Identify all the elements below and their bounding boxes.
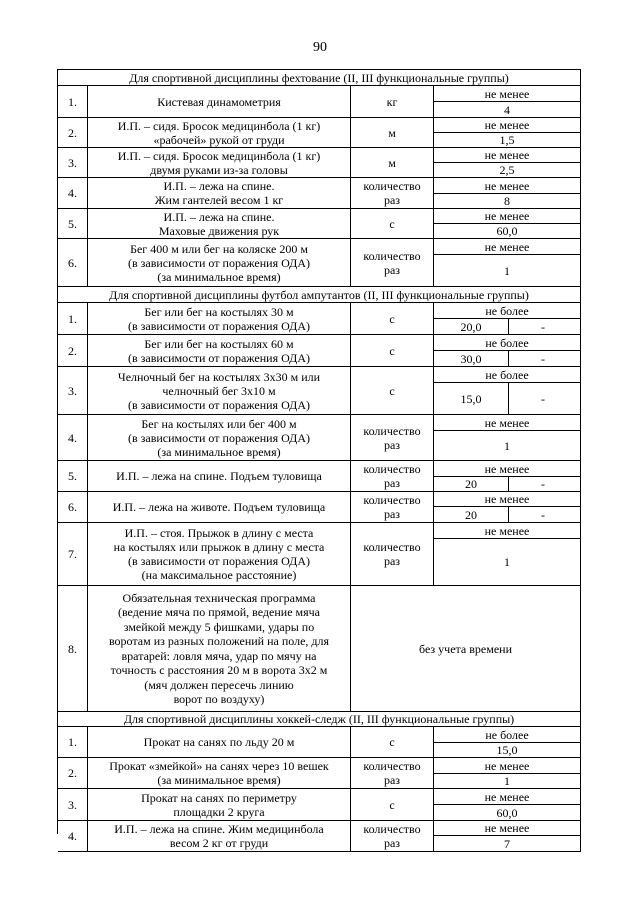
norm-label: не более [434, 335, 581, 351]
unit-cell: количество раз [351, 758, 434, 789]
row-number: 4. [58, 178, 88, 209]
test-description: Прокат на санях по периметру площадки 2 круга [88, 789, 351, 821]
unit-cell: количество раз [351, 461, 434, 492]
test-description: Обязательная техническая программа (ведение мяча по прямой, ведение мяча змейкой между 5 фишками, удары по воротам из разных положений на поле, для вратарей: ловля мяча, удар по мячу на точность с расстояния 20 м в ворота 3х2 м (мяч должен пересечь линию ворот по воздуху) [88, 586, 351, 712]
norm-value: 1,5 [434, 133, 581, 148]
test-description: И.П. – лежа на животе. Подъем туловища [88, 492, 351, 523]
norm-value: 15,0 [434, 743, 581, 758]
unit-cell: кг [351, 86, 434, 118]
norm-value: 20 [434, 477, 509, 492]
unit-cell: м [351, 148, 434, 178]
norm-value: 60,0 [434, 805, 581, 821]
unit-cell: м [351, 118, 434, 148]
test-description: Челночный бег на костылях 3х30 м или челночный бег 3х10 м (в зависимости от поражения ОДА) [88, 367, 351, 415]
test-description: И.П. – стоя. Прыжок в длину с места на костылях или прыжок в длину с места (в зависимости от поражения ОДА) (на максимальное расстояние) [88, 523, 351, 586]
unit-cell: количество раз [351, 492, 434, 523]
norm-value: 7 [434, 836, 581, 852]
unit-cell: количество раз [351, 821, 434, 852]
norm-label: не менее [434, 758, 581, 774]
test-description: Прокат на санях по льду 20 м [88, 727, 351, 758]
norm-value: 20 [434, 507, 509, 523]
norm-value: 8 [434, 194, 581, 209]
unit-cell: с [351, 303, 434, 335]
unit-cell: количество раз [351, 415, 434, 461]
unit-cell: с [351, 335, 434, 367]
unit-cell: количество раз [351, 239, 434, 287]
norm-label: не менее [434, 148, 581, 163]
test-description: И.П. – сидя. Бросок медицинбола (1 кг) «рабочей» рукой от груди [88, 118, 351, 148]
unit-cell: с [351, 789, 434, 821]
test-description: И.П. – лежа на спине. Жим гантелей весом 1 кг [88, 178, 351, 209]
norm-value-secondary: - [509, 383, 581, 415]
row-number: 1. [58, 86, 88, 118]
norm-label: не менее [434, 415, 581, 431]
unit-cell: количество раз [351, 523, 434, 586]
norm-value-secondary: - [509, 507, 581, 523]
row-number: 3. [58, 148, 88, 178]
norm-value: 20,0 [434, 319, 509, 335]
row-number: 6. [58, 239, 88, 287]
test-description: И.П. – лежа на спине. Маховые движения рук [88, 209, 351, 239]
norm-value: 2,5 [434, 163, 581, 178]
test-description: И.П. – сидя. Бросок медицинбола (1 кг) двумя руками из-за головы [88, 148, 351, 178]
row-number: 2. [58, 335, 88, 367]
row-number: 3. [58, 367, 88, 415]
norm-label: не менее [434, 86, 581, 102]
test-description: Бег на костылях или бег 400 м (в зависимости от поражения ОДА) (за минимальное время) [88, 415, 351, 461]
section-header: Для спортивной дисциплины футбол ампутантов (II, III функциональные группы) [58, 287, 581, 303]
test-description: Бег или бег на костылях 30 м (в зависимости от поражения ОДА) [88, 303, 351, 335]
norm-label: не менее [434, 492, 581, 507]
norm-label: не менее [434, 239, 581, 255]
norm-note: без учета времени [351, 586, 581, 712]
norm-label: не менее [434, 523, 581, 539]
test-description: И.П. – лежа на спине. Жим медицинбола весом 2 кг от груди [88, 821, 351, 852]
row-number: 6. [58, 492, 88, 523]
row-number: 1. [58, 727, 88, 758]
norm-value-secondary: - [509, 351, 581, 367]
norm-value: 60,0 [434, 224, 581, 239]
row-number: 8. [58, 586, 88, 712]
row-number: 3. [58, 789, 88, 821]
row-number: 5. [58, 461, 88, 492]
test-description: И.П. – лежа на спине. Подъем туловища [88, 461, 351, 492]
row-number: 7. [58, 523, 88, 586]
unit-cell: количество раз [351, 178, 434, 209]
norm-value: 1 [434, 774, 581, 789]
section-header: Для спортивной дисциплины хоккей-следж (II, III функциональные группы) [58, 712, 581, 727]
norm-label: не менее [434, 209, 581, 224]
test-description: Бег 400 м или бег на коляске 200 м (в зависимости от поражения ОДА) (за минимальное время) [88, 239, 351, 287]
unit-cell: с [351, 367, 434, 415]
norm-label: не более [434, 367, 581, 383]
norms-table [57, 69, 581, 851]
page-number: 90 [313, 40, 327, 55]
row-number: 1. [58, 303, 88, 335]
test-description: Бег или бег на костылях 60 м (в зависимости от поражения ОДА) [88, 335, 351, 367]
section-header: Для спортивной дисциплины фехтование (II, III функциональные группы) [58, 70, 581, 86]
norm-label: не менее [434, 821, 581, 836]
norm-value: 15,0 [434, 383, 509, 415]
unit-cell: с [351, 209, 434, 239]
norm-value-secondary: - [509, 319, 581, 335]
norm-label: не более [434, 303, 581, 319]
row-number: 2. [58, 758, 88, 789]
row-number: 4. [58, 415, 88, 461]
norm-label: не менее [434, 118, 581, 133]
norm-label: не более [434, 727, 581, 743]
norm-value: 1 [434, 431, 581, 461]
row-number: 4. [58, 821, 88, 852]
row-number: 5. [58, 209, 88, 239]
norm-value-secondary: - [509, 477, 581, 492]
unit-cell: с [351, 727, 434, 758]
norm-label: не менее [434, 178, 581, 194]
test-description: Кистевая динамометрия [88, 86, 351, 118]
norm-label: не менее [434, 461, 581, 477]
norm-value: 1 [434, 255, 581, 287]
test-description: Прокат «змейкой» на санях через 10 вешек (за минимальное время) [88, 758, 351, 789]
norm-value: 30,0 [434, 351, 509, 367]
norm-value: 1 [434, 539, 581, 586]
norm-label: не менее [434, 789, 581, 805]
norm-value: 4 [434, 102, 581, 118]
row-number: 2. [58, 118, 88, 148]
